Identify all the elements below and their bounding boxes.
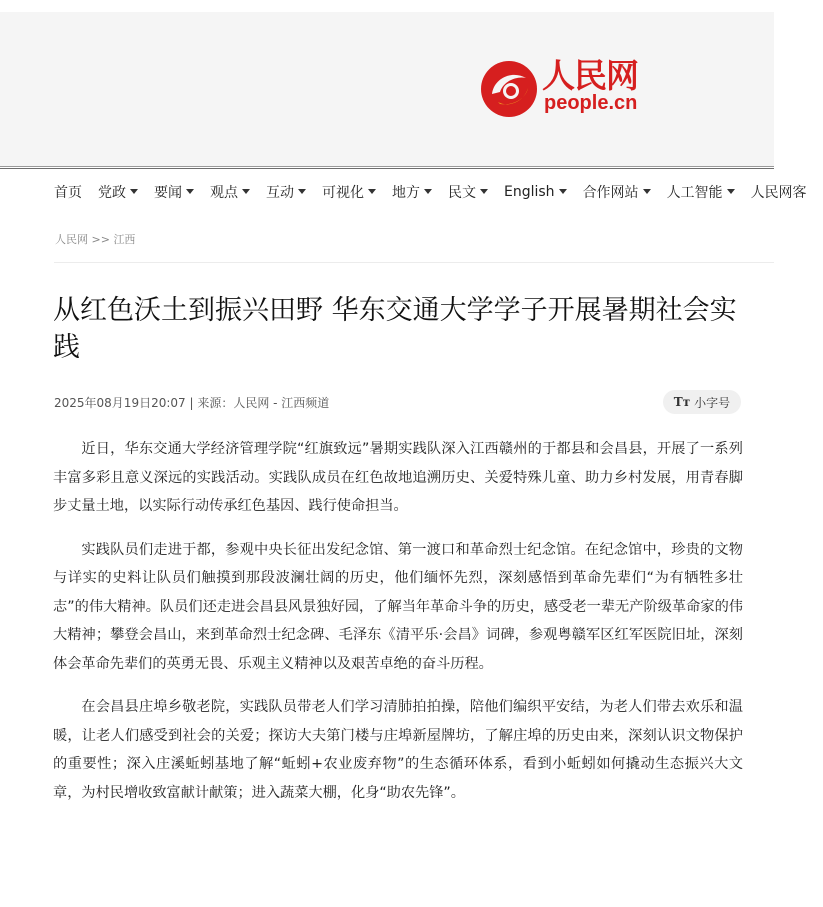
nav-label: 互动 xyxy=(266,184,294,201)
article-paragraph: 近日，华东交通大学经济管理学院“红旗致远”暑期实践队深入江西赣州的于都县和会昌县，开展了一系列丰富多彩且意义深远的实践活动。实践队成员在红色故地追溯历史、关爱特殊儿童、助力乡村发展，用青春脚步丈量土地，以实际行动传承红色基因、践行使命担当。 xyxy=(53,441,743,514)
text-size-icon: Tт xyxy=(673,395,691,409)
nav-item-ai[interactable] xyxy=(667,182,735,202)
chevron-down-icon xyxy=(242,189,250,194)
nav-item-home[interactable] xyxy=(54,182,82,202)
chevron-down-icon xyxy=(130,189,138,194)
chevron-down-icon xyxy=(559,189,567,194)
nav-label: 要闻 xyxy=(154,184,182,201)
article-body xyxy=(53,435,743,822)
people-logo-icon xyxy=(478,58,540,120)
nav-item-ethnic[interactable] xyxy=(448,182,488,202)
nav-label: 人民网客 xyxy=(750,184,807,201)
article-title: 从红色沃土到振兴田野 华东交通大学学子开展暑期社会实践 xyxy=(53,295,737,363)
nav-item-party-gov[interactable] xyxy=(98,182,138,202)
breadcrumb-home-link[interactable]: 人民网 xyxy=(55,233,88,246)
nav-label: 合作网站 xyxy=(582,184,639,201)
nav-item-client[interactable] xyxy=(751,182,807,202)
chevron-down-icon xyxy=(727,189,735,194)
nav-label: 可视化 xyxy=(322,184,364,201)
chevron-down-icon xyxy=(424,189,432,194)
article-meta: 2025年08月19日20:07 | 来源：人民网 - 江西频道 xyxy=(54,396,330,410)
chevron-down-icon xyxy=(298,189,306,194)
site-logo[interactable] xyxy=(478,50,658,130)
breadcrumb xyxy=(55,231,135,247)
logo-text-en: people.cn xyxy=(544,92,638,114)
nav-item-english[interactable] xyxy=(504,184,567,200)
chevron-down-icon xyxy=(368,189,376,194)
nav-label: 人工智能 xyxy=(666,184,723,201)
divider xyxy=(54,262,774,263)
nav-label: 首页 xyxy=(54,184,82,201)
main-nav xyxy=(0,168,807,213)
chevron-down-icon xyxy=(480,189,488,194)
nav-item-visual[interactable] xyxy=(322,182,376,202)
nav-item-partners[interactable] xyxy=(583,182,651,202)
chevron-down-icon xyxy=(643,189,651,194)
breadcrumb-separator: >> xyxy=(91,233,110,246)
nav-list xyxy=(54,169,823,214)
nav-item-local[interactable] xyxy=(392,182,432,202)
site-header xyxy=(0,12,774,167)
top-strip xyxy=(0,0,774,12)
nav-item-opinion[interactable] xyxy=(210,182,250,202)
chevron-down-icon xyxy=(186,189,194,194)
nav-label: English xyxy=(504,183,555,200)
nav-label: 党政 xyxy=(98,184,126,201)
logo-text-cn: 人民网 xyxy=(542,56,638,95)
nav-label: 观点 xyxy=(210,184,238,201)
nav-item-news[interactable] xyxy=(154,182,194,202)
nav-label: 民文 xyxy=(448,184,476,201)
breadcrumb-section-link[interactable]: 江西 xyxy=(113,233,136,246)
nav-item-interact[interactable] xyxy=(266,182,306,202)
font-size-toggle-button[interactable] xyxy=(663,390,741,414)
article-paragraph: 在会昌县庄埠乡敬老院，实践队员带老人们学习清肺拍拍操，陪他们编织平安结，为老人们带去欢乐和温暖，让老人们感受到社会的关爱；探访大夫第门楼与庄埠新屋牌坊，了解庄埠的历史由来，深刻认识文物保护的重要性；深入庄溪蚯蚓基地了解“蚯蚓+农业废弃物”的生态循环体系，看到小蚯蚓如何撬动生态振兴大文章，为村民增收致富献计献策；进入蔬菜大棚，化身“助农先锋”。 xyxy=(53,699,743,801)
font-size-label: 小字号 xyxy=(694,395,731,410)
article-paragraph: 实践队员们走进于都，参观中央长征出发纪念馆、第一渡口和革命烈士纪念馆。在纪念馆中，珍贵的文物与详实的史料让队员们触摸到那段波澜壮阔的历史，他们缅怀先烈，深刻感悟到革命先辈们“为有牺牲多壮志”的伟大精神。队员们还走进会昌县风景独好园，了解当年革命斗争的历史，感受老一辈无产阶级革命家的伟大精神；攀登会昌山，来到革命烈士纪念碑、毛泽东《清平乐·会昌》词碑，参观粤赣军区红军医院旧址，深刻体会革命先辈们的英勇无畏、乐观主义精神以及艰苦卓绝的奋斗历程。 xyxy=(53,541,743,672)
nav-label: 地方 xyxy=(392,184,420,201)
